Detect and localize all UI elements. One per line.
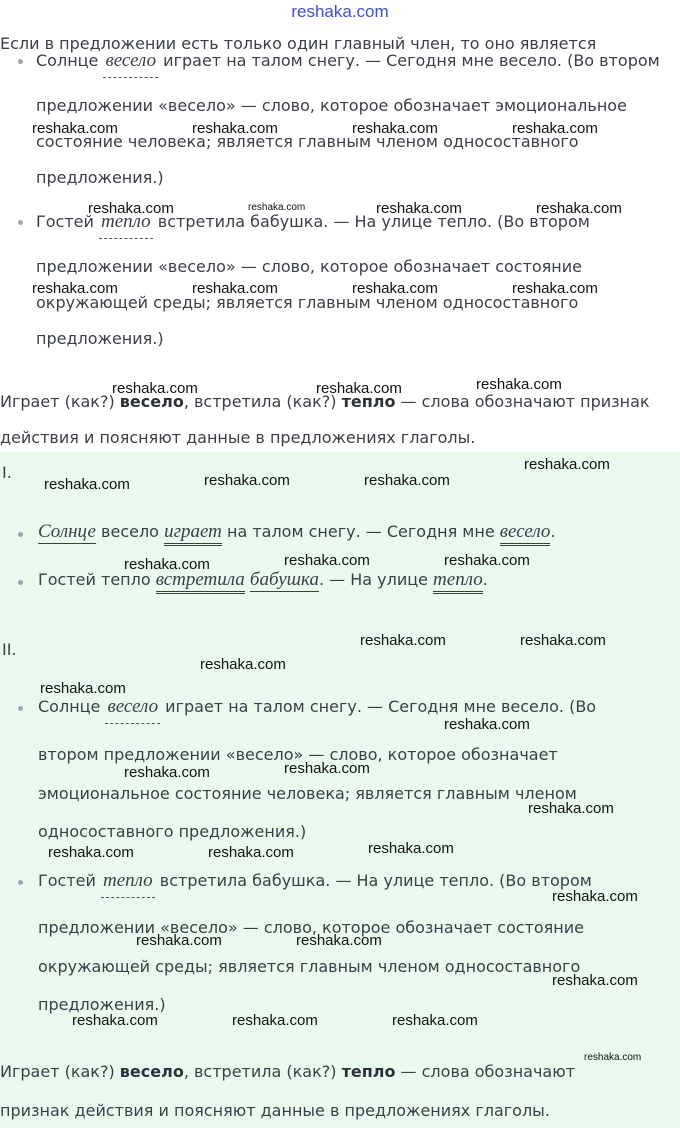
watermark: reshaka.com <box>232 1012 318 1029</box>
block1-item1-line2: предложении «весело» — слово, которое обозначает эмоциональное <box>36 96 627 115</box>
watermark: reshaka.com <box>584 1052 642 1063</box>
watermark: reshaka.com <box>204 472 290 489</box>
watermark: reshaka.com <box>136 932 222 949</box>
section-label: II. <box>2 640 17 659</box>
watermark: reshaka.com <box>44 476 130 493</box>
watermark: reshaka.com <box>352 120 438 137</box>
section1-sentence1: Солнце весело играет на талом снегу. — Сегодня мне весело. <box>38 519 555 545</box>
watermark: reshaka.com <box>296 932 382 949</box>
handwritten-word: весело <box>105 50 157 71</box>
section2-summary-line1: Играет (как?) весело, встретила (как?) тепло — слова обозначают <box>0 1062 576 1081</box>
section2-item1-line2: втором предложении «весело» — слово, которое обозначает <box>38 745 558 764</box>
watermark: reshaka.com <box>536 200 622 217</box>
watermark: reshaka.com <box>112 380 198 397</box>
watermark: reshaka.com <box>520 632 606 649</box>
watermark: reshaka.com <box>284 552 370 569</box>
watermark: reshaka.com <box>524 456 610 473</box>
block1-summary-line1: Играет (как?) весело, встретила (как?) тепло — слова обозначают признак <box>0 392 650 411</box>
watermark: reshaka.com <box>364 472 450 489</box>
watermark: reshaka.com <box>512 120 598 137</box>
watermark: reshaka.com <box>528 800 614 817</box>
watermark: reshaka.com <box>192 120 278 137</box>
section2-item2-line4: предложения.) <box>38 995 166 1014</box>
block1-summary-line2: действия и поясняют данные в предложениях глаголы. <box>0 428 476 447</box>
site-header-link[interactable]: reshaka.com <box>291 2 389 21</box>
block1-item2-line1: Гостей тепло встретила бабушка. — На улице тепло. (Во втором <box>36 211 590 232</box>
watermark: reshaka.com <box>444 716 530 733</box>
watermark: reshaka.com <box>552 972 638 989</box>
bullet-icon <box>18 706 23 711</box>
section2-item2-line2: предложении «весело» — слово, которое обозначает состояние <box>38 918 585 937</box>
watermark: reshaka.com <box>284 760 370 777</box>
watermark: reshaka.com <box>192 280 278 297</box>
watermark: reshaka.com <box>72 1012 158 1029</box>
watermark: reshaka.com <box>48 844 134 861</box>
watermark: reshaka.com <box>316 380 402 397</box>
watermark: reshaka.com <box>368 840 454 857</box>
watermark: reshaka.com <box>32 120 118 137</box>
watermark: reshaka.com <box>352 280 438 297</box>
watermark: reshaka.com <box>392 1012 478 1029</box>
section2-item2-line1: Гостей тепло встретила бабушка. — На улице тепло. (Во втором <box>38 870 592 891</box>
watermark: reshaka.com <box>88 200 174 217</box>
section2-item1-line1: Солнце весело играет на талом снегу. — Сегодня мне весело. (Во <box>38 696 597 717</box>
watermark: reshaka.com <box>552 888 638 905</box>
watermark: reshaka.com <box>200 656 286 673</box>
bullet-icon <box>18 532 23 537</box>
watermark: reshaka.com <box>512 280 598 297</box>
watermark: reshaka.com <box>40 680 126 697</box>
section2-item1-line4: односоставного предложения.) <box>38 822 307 841</box>
watermark: reshaka.com <box>124 556 210 573</box>
bullet-icon <box>18 580 23 585</box>
handwritten-word: тепло <box>101 211 151 232</box>
watermark: reshaka.com <box>124 764 210 781</box>
block1-item2-line3: окружающей среды; является главным членом односоставного <box>36 293 579 312</box>
handwritten-word: весело <box>107 696 159 717</box>
watermark: reshaka.com <box>360 632 446 649</box>
block1-item1-line3: состояние человека; является главным членом односоставного <box>36 132 579 151</box>
block1-item2-line4: предложения.) <box>36 329 164 348</box>
bullet-icon <box>18 880 23 885</box>
block1-item1-line4: предложения.) <box>36 168 164 187</box>
intro-cut-line: Если в предложении есть только один главный член, то оно является <box>0 34 597 53</box>
section2-item2-line3: окружающей среды; является главным членом односоставного <box>38 957 581 976</box>
watermark: reshaka.com <box>208 844 294 861</box>
handwritten-word: тепло <box>103 870 153 891</box>
block1-item2-line2: предложении «весело» — слово, которое обозначает состояние <box>36 257 583 276</box>
section2-item1-line3: эмоциональное состояние человека; является главным членом <box>38 784 577 803</box>
bullet-icon <box>18 220 23 225</box>
watermark: reshaka.com <box>476 376 562 393</box>
section-label: I. <box>2 463 12 482</box>
bullet-icon <box>18 59 23 64</box>
watermark: reshaka.com <box>32 280 118 297</box>
watermark: reshaka.com <box>248 202 306 213</box>
watermark: reshaka.com <box>444 552 530 569</box>
block1-item1-line1: Солнце весело играет на талом снегу. — Сегодня мне весело. (Во втором <box>36 50 660 71</box>
watermark: reshaka.com <box>376 200 462 217</box>
section2-summary-line2: признак действия и поясняют данные в предложениях глаголы. <box>0 1101 550 1120</box>
section1-sentence2: Гостей тепло встретила бабушка. — На улице тепло. <box>38 567 488 593</box>
